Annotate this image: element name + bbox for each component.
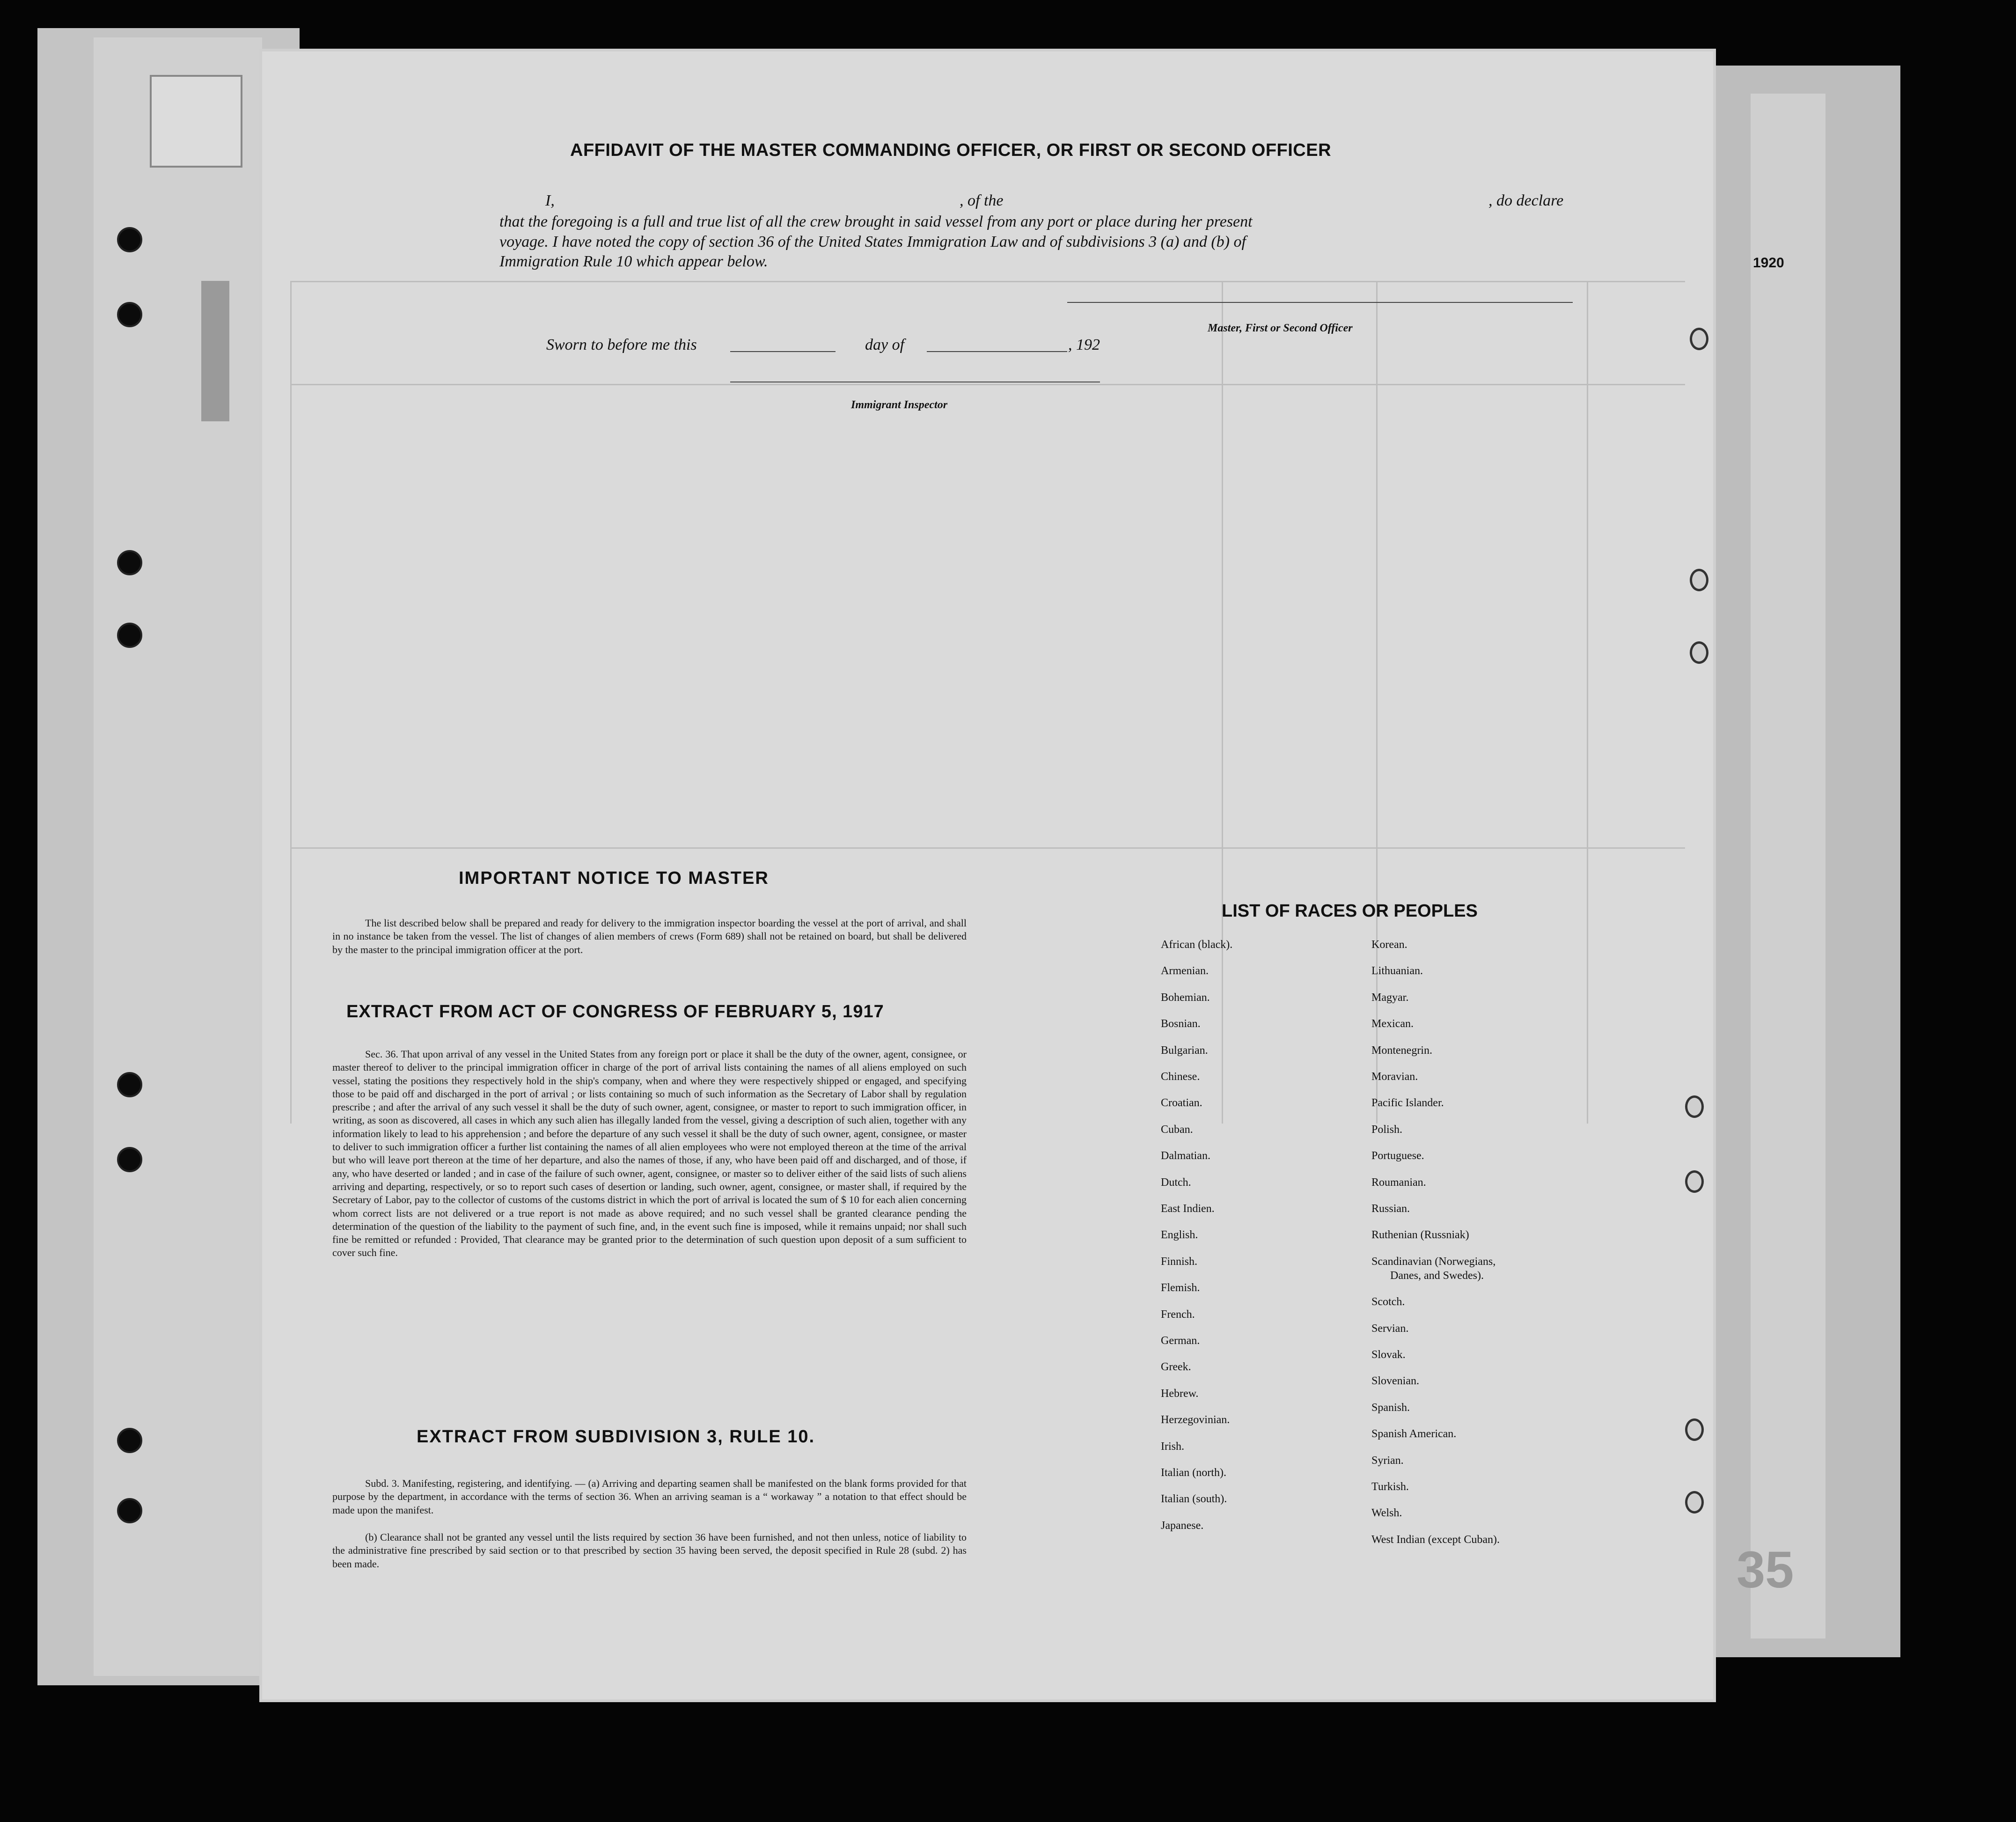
binder-ring <box>1690 641 1708 664</box>
margin-page-number: 35 <box>1737 1541 1794 1599</box>
binder-hole <box>117 550 142 575</box>
declaration-line-4: Immigration Rule 10 which appear below. <box>499 253 768 270</box>
race-item: Hebrew. <box>1161 1387 1199 1400</box>
ghost-grid <box>290 281 1685 282</box>
sworn-year: , 192 <box>1068 336 1100 353</box>
ghost-grid <box>290 281 292 1124</box>
race-item: Polish. <box>1371 1123 1403 1136</box>
race-item: Bosnian. <box>1161 1018 1201 1030</box>
left-tab-strip <box>201 281 229 421</box>
race-item: Ruthenian (Russniak) <box>1371 1229 1469 1242</box>
binder-hole <box>117 623 142 648</box>
inspector-label: Immigrant Inspector <box>851 399 948 411</box>
declaration-line-2: that the foregoing is a full and true list of all the crew brought in said vessel from any port or place during her present <box>499 213 1253 230</box>
background-sheet-edge <box>94 37 262 1676</box>
race-item: Spanish. <box>1371 1401 1410 1414</box>
ghost-grid <box>290 384 1685 385</box>
margin-year: 1920 <box>1753 255 1784 271</box>
races-title: LIST OF RACES OR PEOPLES <box>1222 901 1478 921</box>
affidavit-page <box>262 51 1713 1699</box>
binder-hole <box>117 1428 142 1453</box>
ghost-grid <box>1587 281 1588 1124</box>
race-item: Portuguese. <box>1371 1150 1424 1162</box>
extract-rule-para-b: (b) Clearance shall not be granted any vessel until the lists required by section 36 have been furnished, and not then unless, notice of liability to the administrative fine prescribed by said section or to that prescribed by section 35 having been served, the deposit specified in Rule 28 (subd. 2) has been made. <box>332 1531 967 1570</box>
race-item: Mexican. <box>1371 1018 1414 1030</box>
officer-label: Master, First or Second Officer <box>1208 322 1353 334</box>
binder-ring <box>1685 1418 1704 1441</box>
binder-hole <box>117 1147 142 1172</box>
race-item: German. <box>1161 1335 1200 1347</box>
race-item: English. <box>1161 1229 1198 1242</box>
race-item: Welsh. <box>1371 1507 1402 1520</box>
race-item: Pacific Islander. <box>1371 1097 1444 1109</box>
race-item: Italian (north). <box>1161 1467 1226 1479</box>
race-item: Croatian. <box>1161 1097 1202 1109</box>
binder-ring <box>1690 328 1708 350</box>
race-item: Turkish. <box>1371 1481 1409 1493</box>
extract-act-title: EXTRACT FROM ACT OF CONGRESS OF FEBRUARY 5, 1917 <box>346 1002 884 1021</box>
race-item: Bohemian. <box>1161 991 1210 1004</box>
race-item: French. <box>1161 1308 1195 1321</box>
race-item: Slovenian. <box>1371 1375 1419 1388</box>
race-item: Dalmatian. <box>1161 1150 1210 1162</box>
binder-ring <box>1685 1170 1704 1193</box>
notice-title: IMPORTANT NOTICE TO MASTER <box>459 868 769 888</box>
race-item: Japanese. <box>1161 1519 1204 1532</box>
background-sheet-right-edge <box>1751 94 1825 1638</box>
extract-act-text: Sec. 36. That upon arrival of any vessel in the United States from any foreign port or place it shall be the duty of the owner, agent, consignee, or master thereof to deliver to the principal immigration officer in charge of the port of arrival lists containing the names of all aliens employed on such vessel, stating the positions they respectively hold in the ship's company, when and where they were respectively shipped or engaged, and specifying those to be paid off and discharged in the port of arrival ; or lists containing so much of such information as the Secretary of Labor shall by regulation prescribe ; and after the arrival of any such vessel it shall be the duty of such owner, agent, consignee, or master to report to such immigration officer, in writing, as soon as discovered, all cases in which any such alien has illegally landed from the vessel, giving a description of such alien, together with any information likely to lead to his apprehension ; and before the departure of any such vessel it shall be the duty of such owner, agent, consignee, or master to deliver to such immigration officer a further list containing the names of all alien employees who were not employed thereon at the time of the arrival but who will leave port thereon at the time of her departure, and also the names of those, if any, who have been paid off and discharged, and of those, if any, who have deserted or landed ; and in case of the failure of such owner, agent, consignee, or master so to deliver either of the said lists of such aliens arriving and departing, respectively, or so to report such cases of desertion or landing, such owner, agent, consignee, or master shall, if required by the Secretary of Labor, pay to the collector of customs of the customs district in which the port of arrival is located the sum of $ 10 for each alien concerning whom correct lists are not delivered or a true report is not made as above required; and no such vessel shall be granted clearance pending the determination of the question of the liability to the payment of such fine, and, in the event such fine is imposed, while it remains unpaid; nor shall such fine be remitted or refunded : Provided, That clearance may be granted prior to the determination of such question upon deposit of a sum sufficient to cover such fine. <box>332 1048 967 1259</box>
race-item: Herzegovinian. <box>1161 1414 1230 1426</box>
race-item: Roumanian. <box>1371 1176 1426 1189</box>
binder-ring <box>1685 1491 1704 1513</box>
declaration-i: I, <box>545 192 555 209</box>
race-item: Chinese. <box>1161 1071 1200 1083</box>
affidavit-title: AFFIDAVIT OF THE MASTER COMMANDING OFFICER, OR FIRST OR SECOND OFFICER <box>570 140 1332 160</box>
sworn-before: Sworn to before me this <box>546 336 697 353</box>
race-item: African (black). <box>1161 939 1233 951</box>
left-stamp-box <box>150 75 242 168</box>
race-item: Magyar. <box>1371 991 1409 1004</box>
race-item: West Indian (except Cuban). <box>1371 1533 1500 1546</box>
race-item: Armenian. <box>1161 965 1209 977</box>
sworn-day-of: day of <box>865 336 905 353</box>
race-item: Scotch. <box>1371 1296 1405 1308</box>
sworn-month-line <box>927 351 1067 352</box>
race-item: Scandinavian (Norwegians, <box>1371 1255 1496 1268</box>
ghost-grid <box>1222 281 1223 1124</box>
race-item: Irish. <box>1161 1440 1184 1453</box>
binder-hole <box>117 227 142 252</box>
race-item: Korean. <box>1371 939 1408 951</box>
race-item: Syrian. <box>1371 1454 1404 1467</box>
race-item: Danes, and Swedes). <box>1390 1269 1484 1282</box>
race-item: Spanish American. <box>1371 1428 1457 1440</box>
race-item: Flemish. <box>1161 1282 1200 1294</box>
officer-signature-line <box>1067 302 1573 303</box>
binder-ring <box>1690 569 1708 591</box>
extract-rule-title: EXTRACT FROM SUBDIVISION 3, RULE 10. <box>417 1427 815 1447</box>
race-item: Finnish. <box>1161 1255 1198 1268</box>
race-item: Greek. <box>1161 1361 1191 1374</box>
race-item: Lithuanian. <box>1371 965 1423 977</box>
binder-hole <box>117 1072 142 1097</box>
race-item: Moravian. <box>1371 1071 1418 1083</box>
race-item: Montenegrin. <box>1371 1044 1432 1057</box>
sworn-day-line <box>730 351 836 352</box>
declaration-of-the: , of the <box>960 192 1004 209</box>
race-item: Russian. <box>1371 1203 1410 1215</box>
race-item: Servian. <box>1371 1322 1409 1335</box>
declaration-do-declare: , do declare <box>1488 192 1564 209</box>
race-item: Bulgarian. <box>1161 1044 1208 1057</box>
race-item: Cuban. <box>1161 1123 1193 1136</box>
race-item: East Indien. <box>1161 1203 1215 1215</box>
binder-ring <box>1685 1095 1704 1118</box>
notice-text: The list described below shall be prepared and ready for delivery to the immigration inspector boarding the vessel at the port of arrival, and shall in no instance be taken from the vessel. The list of changes of alien members of crews (Form 689) shall not be retained on board, but shall be delivered by the master to the principal immigration officer at the port. <box>332 917 967 955</box>
binder-hole <box>117 1498 142 1523</box>
race-item: Italian (south). <box>1161 1493 1227 1506</box>
declaration-line-3: voyage. I have noted the copy of section 36 of the United States Immigration Law and of subdivisions 3 (a) and (b) of <box>499 233 1246 250</box>
race-item: Dutch. <box>1161 1176 1191 1189</box>
extract-rule-para-a: Subd. 3. Manifesting, registering, and identifying. — (a) Arriving and departing seamen shall be manifested on the blank forms provided for that purpose by the department, in accordance with the terms of section 36. When an arriving seaman is a “ workaway ” a notation to that effect should be made upon the manifest. <box>332 1477 967 1516</box>
binder-hole <box>117 302 142 327</box>
ghost-grid <box>290 847 1685 849</box>
race-item: Slovak. <box>1371 1349 1406 1361</box>
